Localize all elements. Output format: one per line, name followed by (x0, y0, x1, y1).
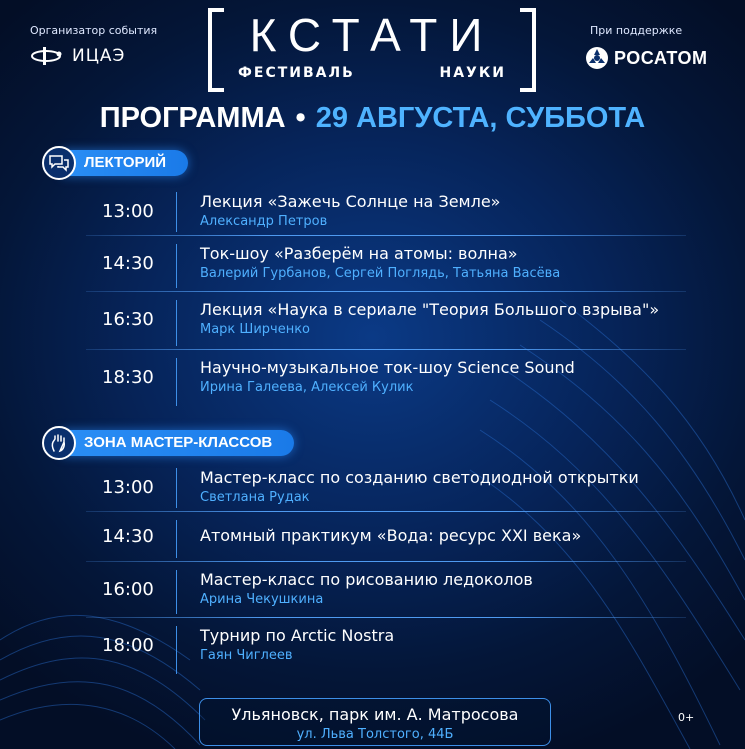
event-title: Турнир по Arctic Nostra (200, 626, 395, 645)
event-title: Ток-шоу «Разберём на атомы: волна» (200, 244, 518, 263)
event-title: Научно-музыкальное ток-шоу Science Sound (200, 358, 575, 377)
event-time: 16:00 (102, 579, 154, 600)
event-time: 18:30 (102, 367, 154, 388)
row-divider (176, 468, 177, 508)
row-separator (86, 511, 686, 512)
schedule-row (86, 240, 686, 292)
sponsor-caption: При поддержке (590, 24, 683, 37)
program-label: ПРОГРАММА (99, 102, 286, 134)
festival-sub-left: ФЕСТИВАЛЬ (238, 65, 355, 81)
event-time: 18:00 (102, 635, 154, 656)
event-speaker: Гаян Чиглеев (200, 648, 293, 663)
bracket-left (208, 8, 224, 92)
row-divider (176, 192, 177, 232)
icae-logo-icon (30, 44, 66, 68)
row-separator (86, 349, 686, 350)
bracket-right (520, 8, 536, 92)
row-divider (176, 520, 177, 558)
event-speaker: Александр Петров (200, 214, 328, 229)
row-divider (176, 570, 177, 614)
sponsor-logo (585, 46, 707, 70)
chat-bubbles-icon (42, 146, 76, 180)
organizer-caption: Организатор события (30, 24, 158, 37)
row-divider (176, 358, 177, 406)
event-speaker: Валерий Гурбанов, Сергей Поглядь, Татьяна Васёва (200, 266, 561, 281)
festival-name: КСТАТИ (249, 9, 495, 61)
event-speaker: Светлана Рудак (200, 490, 310, 505)
festival-logo (208, 8, 536, 88)
section-title: ЗОНА МАСТЕР-КЛАССОВ (62, 430, 294, 456)
event-time: 16:30 (102, 309, 154, 330)
venue-box (199, 698, 551, 746)
event-speaker: Ирина Галеева, Алексей Кулик (200, 380, 414, 395)
row-divider (176, 244, 177, 288)
event-title: Мастер-класс по рисованию ледоколов (200, 570, 533, 589)
schedule-row (86, 188, 686, 236)
event-title: Лекция «Зажечь Солнце на Земле» (200, 192, 501, 211)
organizer-logo (30, 44, 125, 68)
event-title: Лекция «Наука в сериале "Теория Большого взрыва"» (200, 300, 660, 319)
event-speaker: Марк Ширченко (200, 322, 311, 337)
schedule-row (86, 464, 686, 512)
row-separator (86, 617, 686, 618)
event-time: 13:00 (102, 477, 154, 498)
row-divider (176, 300, 177, 346)
organizer-name: ИЦАЭ (72, 46, 126, 66)
schedule-row (86, 296, 686, 350)
row-separator (86, 235, 686, 236)
program-title (0, 102, 745, 135)
row-separator (86, 291, 686, 292)
schedule-row (86, 566, 686, 618)
schedule-row (86, 516, 686, 562)
event-title: Атомный практикум «Вода: ресурс XXI века» (200, 526, 582, 545)
separator-dot: • (295, 102, 306, 134)
section-title: ЛЕКТОРИЙ (62, 150, 188, 176)
event-time: 14:30 (102, 253, 154, 274)
hand-icon (42, 426, 76, 460)
row-divider (176, 626, 177, 674)
schedule-row (86, 622, 686, 678)
row-separator (86, 561, 686, 562)
event-title: Мастер-класс по созданию светодиодной открытки (200, 468, 639, 487)
rosatom-logo-icon (585, 46, 609, 70)
schedule-row (86, 354, 686, 410)
event-time: 13:00 (102, 201, 154, 222)
sponsor-name: РОСАТОМ (614, 47, 708, 68)
event-time: 14:30 (102, 526, 154, 547)
age-rating: 0+ (678, 711, 695, 724)
venue-city: Ульяновск, парк им. А. Матросова (231, 705, 519, 724)
event-speaker: Арина Чекушкина (200, 592, 324, 607)
festival-sub-right: НАУКИ (439, 65, 506, 81)
program-date: 29 АВГУСТА, СУББОТА (315, 102, 646, 134)
venue-street: ул. Льва Толстого, 44Б (296, 727, 454, 742)
